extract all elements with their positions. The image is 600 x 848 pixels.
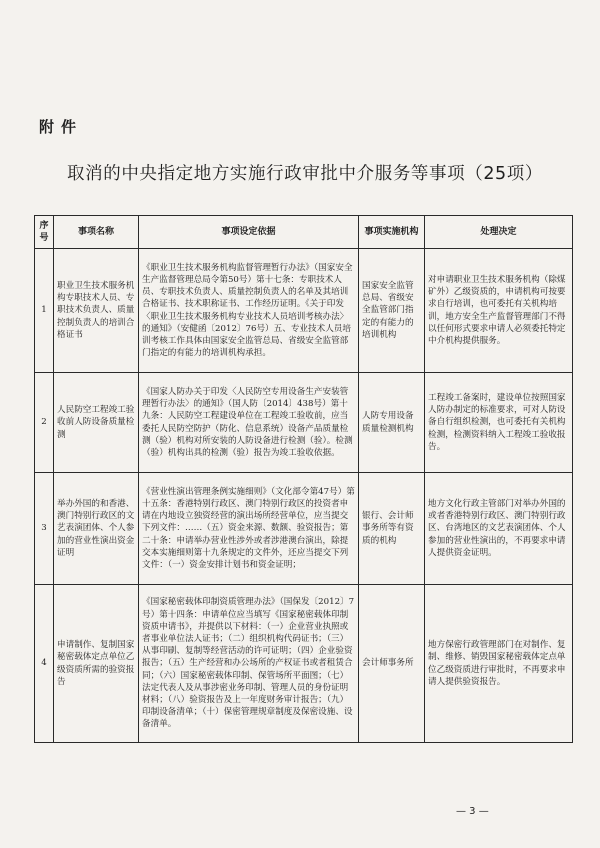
header-agency: 事项实施机构 xyxy=(359,216,425,249)
header-basis: 事项设定依据 xyxy=(139,216,359,249)
item-agency: 银行、会计师事务所等有资质的机构 xyxy=(359,473,425,585)
item-name: 职业卫生技术服务机构专职技术人员、专职技术负责人、质量控制负责人的培训合格证书 xyxy=(54,249,139,373)
row-number: 4 xyxy=(35,585,54,743)
document-title: 取消的中央指定地方实施行政审批中介服务等事项（25项） xyxy=(67,164,543,184)
row-number: 2 xyxy=(35,373,54,473)
item-name: 人民防空工程竣工验收前人防设备质量检测 xyxy=(54,373,139,473)
table-row xyxy=(35,249,573,373)
row-number: 3 xyxy=(35,473,54,585)
item-decision: 地方文化行政主管部门对举办外国的或者香港特别行政区、澳门特别行政区、台湾地区的文艺表演团体、个人参加的营业性演出的，不再要求申请人提供资金证明。 xyxy=(425,473,573,585)
item-basis: 《国家秘密载体印制资质管理办法》（国保发〔2012〕7号）第十四条：申请单位应当填写《国家秘密载体印制资质申请书》，并提供以下材料：（一）企业营业执照或者事业单位法人证书；（二）组织机构代码证书；（三）从事印刷、复制等经营活动的许可证明；（四）企业验资报告；（五）生产经营和办公场所的产权证书或者租赁合同；（六）国家秘密载体印制、保管场所平面图；（七）法定代表人及从事涉密业务印制、管理人员的身份证明材料；（八）验资报告及上一年度财务审计报告；（九）印制设备清单；（十）保密管理规章制度及保密设施、设备清单。 xyxy=(139,585,359,743)
table-row xyxy=(35,585,573,743)
header-item-name: 事项名称 xyxy=(54,216,139,249)
item-agency: 国家安全监管总局、省级安全监管部门指定的有能力的培训机构 xyxy=(359,249,425,373)
item-name: 举办外国的和香港、澳门特别行政区的文艺表演团体、个人参加的营业性演出资金证明 xyxy=(54,473,139,585)
item-basis: 《职业卫生技术服务机构监督管理暂行办法》（国家安全生产监督管理总局令第50号）第十七条：专职技术人员、专职技术负责人、质量控制负责人的名单及其培训合格证书、技术职称证书、工作经历证明。《关于印发〈职业卫生技术服务机构专业技术人员培训考核办法〉的通知》（安健函〔2012〕76号）五、专业技术人员培训考核工作具体由国家安全监管总局、省级安全监管部门指定的有能力的培训机构承担。 xyxy=(139,249,359,373)
item-decision: 工程竣工备案时，建设单位按照国家人防办制定的标准要求，可对人防设备自行组织检测，也可委托有关机构检测，检测资料纳入工程竣工验收报告。 xyxy=(425,373,573,473)
item-decision: 地方保密行政管理部门在对制作、复制、维修、销毁国家秘密载体定点单位乙级资质进行审批时，不再要求申请人提供验资报告。 xyxy=(425,585,573,743)
row-number: 1 xyxy=(35,249,54,373)
items-table xyxy=(34,215,573,743)
attachment-label: 附件 xyxy=(39,118,84,136)
item-decision: 对申请职业卫生技术服务机构（除煤矿外）乙级资质的，申请机构可按要求自行培训，也可委托有关机构培训，地方安全生产监督管理部门不得以任何形式要求申请人必须委托特定中介机构提供服务。 xyxy=(425,249,573,373)
table-row xyxy=(35,473,573,585)
table-header-row xyxy=(35,216,573,249)
page-number: — 3 — xyxy=(456,806,489,817)
header-no: 序号 xyxy=(35,216,54,249)
item-agency: 人防专用设备质量检测机构 xyxy=(359,373,425,473)
item-name: 申请制作、复制国家秘密载体定点单位乙级资质所需的验资报告 xyxy=(54,585,139,743)
table-row xyxy=(35,373,573,473)
item-basis: 《营业性演出管理条例实施细则》（文化部令第47号）第十五条：香港特别行政区、澳门特别行政区的投资者申请在内地设立独资经营的演出场所经营单位，应当提交下列文件：……（五）资金来源、数额、验资报告；第二十条：申请举办营业性涉外或者涉港澳台演出，除提交本实施细则第十九条规定的文件外，还应当提交下列文件：（一）资金安排计划书和资金证明； xyxy=(139,473,359,585)
item-basis: 《国家人防办关于印发〈人民防空专用设备生产安装管理暂行办法〉的通知》（国人防〔2014〕438号）第十九条：人民防空工程建设单位在工程竣工验收前，应当委托人民防空防护（防化、信息系统）设备产品质量检测（验）机构对所安装的人防设备进行检测（验）。检测（验）机构出具的检测（验）报告为竣工验收依据。 xyxy=(139,373,359,473)
item-agency: 会计师事务所 xyxy=(359,585,425,743)
header-decision: 处理决定 xyxy=(425,216,573,249)
